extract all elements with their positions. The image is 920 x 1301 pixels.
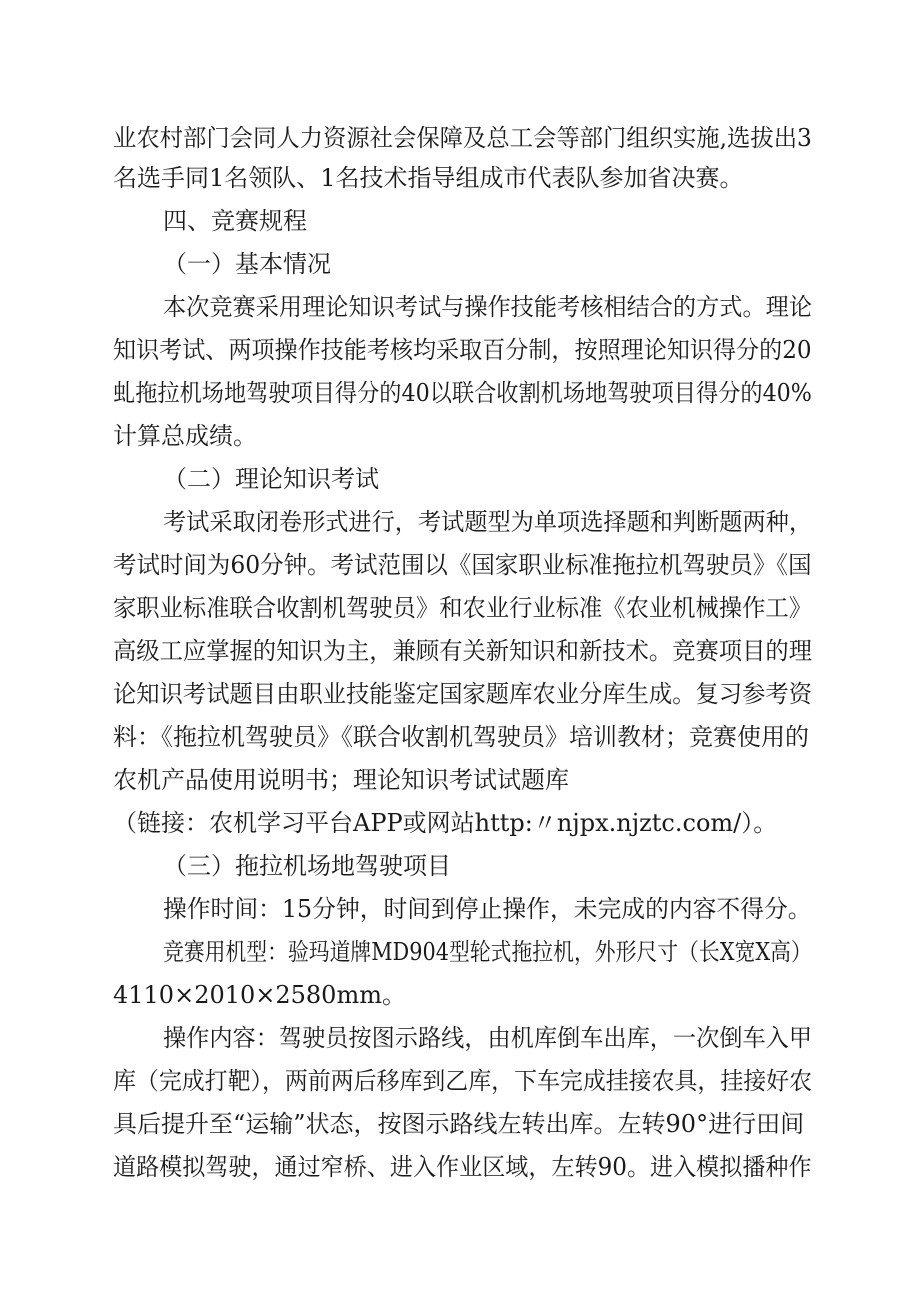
text-line: 知识考试、两项操作技能考核均采取百分制，按照理论知识得分的20 (113, 336, 812, 364)
text-line: 操作时间：15分钟，时间到停止操作，未完成的内容不得分。 (163, 895, 812, 923)
text-line: 论知识考试题目由职业技能鉴定国家题库农业分库生成。复习参考资 (113, 680, 812, 708)
text-line: 库（完成打靶），两前两后移库到乙库，下车完成挂接农具，挂接好农 (113, 1067, 812, 1095)
text-line: 农机产品使用说明书；理论知识考试试题库 (113, 766, 569, 794)
text-line: 计算总成绩。 (113, 422, 257, 450)
text-line: 家职业标准联合收割机驾驶员》和农业行业标准《农业机械操作工》 (113, 594, 812, 622)
text-line: 考试采取闭卷形式进行，考试题型为单项选择题和判断题两种， (163, 508, 812, 536)
text-line: 4110×2010×2580mm。 (113, 981, 406, 1009)
subsection-heading: （三）拖拉机场地驾驶项目 (163, 852, 451, 880)
section-heading: 四、竞赛规程 (163, 207, 307, 235)
text-line: 虬拖拉机场地驾驶项目得分的40以联合收割机场地驾驶项目得分的40% (113, 379, 812, 407)
link-line: （链接：农机学习平台APP或网站http:〃njpx.njztc.com/）。 (113, 809, 778, 837)
text-line: 名选手同1名领队、1名技术指导组成市代表队参加省决赛。 (113, 164, 744, 192)
text-line: 业农村部门会同人力资源社会保障及总工会等部门组织实施,选拔出3 (113, 124, 812, 152)
text-line: 考试时间为60分钟。考试范围以《国家职业标准拖拉机驾驶员》《国 (113, 551, 812, 579)
text-line: 本次竞赛采用理论知识考试与操作技能考核相结合的方式。理论 (163, 293, 812, 321)
subsection-heading: （一）基本情况 (163, 250, 331, 278)
text-line: 料：《拖拉机驾驶员》《联合收割机驾驶员》培训教材；竞赛使用的 (113, 723, 809, 751)
text-line: 操作内容：驾驶员按图示路线，由机库倒车出库，一次倒车入甲 (163, 1024, 812, 1052)
text-line: 具后提升至“运输”状态，按图示路线左转出库。左转90°进行田间 (113, 1110, 805, 1138)
subsection-heading: （二）理论知识考试 (163, 465, 379, 493)
text-line: 高级工应掌握的知识为主，兼顾有关新知识和新技术。竞赛项目的理 (113, 637, 812, 665)
text-line: 道路模拟驾驶，通过窄桥、进入作业区域，左转90。进入模拟播种作 (113, 1153, 812, 1181)
text-line: 竞赛用机型：验玛道牌MD904型轮式拖拉机，外形尺寸（长X宽X高） (163, 938, 812, 966)
